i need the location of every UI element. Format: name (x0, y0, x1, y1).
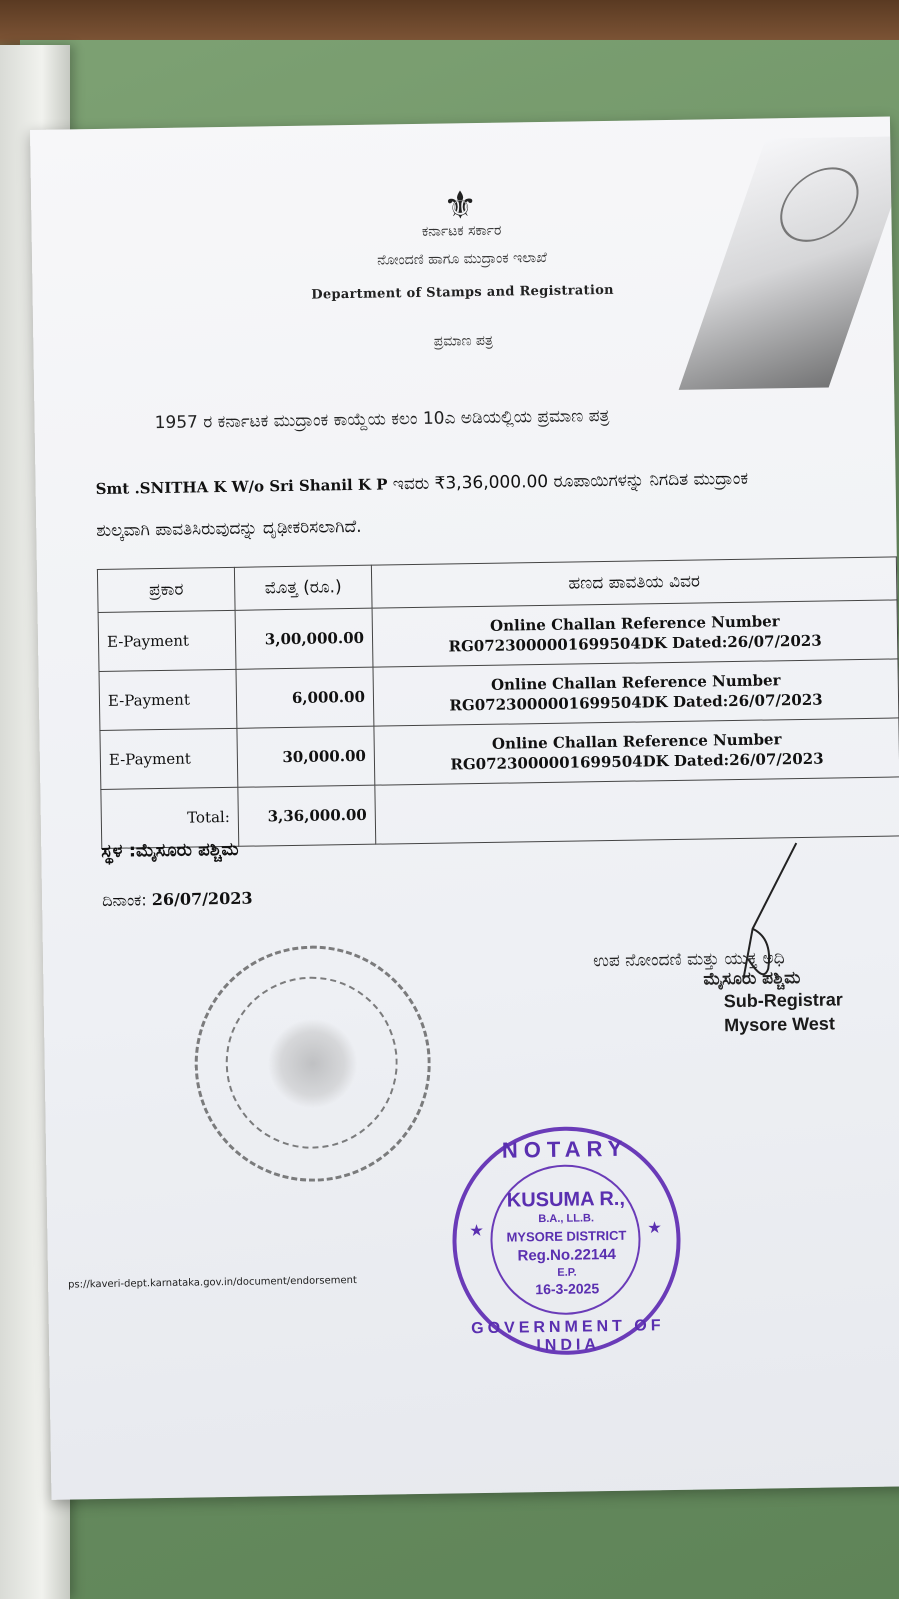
row-amount: 30,000.00 (237, 726, 375, 787)
row-details-line1: Online Challan Reference Number (491, 730, 782, 753)
date-line (102, 889, 253, 911)
header-amount: ಮೊತ್ತ (ರೂ.) (234, 565, 372, 610)
body-line-2: ಶುಲ್ಕವಾಗಿ ಪಾವತಿಸಿರುವುದನ್ನು ದೃಢೀಕರಿಸಲಾಗಿದೆ. (96, 516, 362, 542)
row-details (373, 659, 899, 726)
place-line: ಸ್ಥಳ :ಮೈಸೂರು ಪಶ್ಚಿಮ (101, 838, 239, 862)
endorsement-url: ps://kaveri-dept.karnataka.gov.in/document/endorsement (68, 1275, 357, 1291)
certificate-paper (30, 116, 899, 1499)
row-type: E-Payment (98, 610, 236, 671)
star-icon: ★ (470, 1222, 484, 1239)
signatory-place-english: Mysore West (723, 1013, 836, 1036)
row-amount: 6,000.00 (236, 667, 374, 728)
row-type: E-Payment (99, 669, 237, 730)
payment-table (97, 556, 899, 849)
row-details-line1: Online Challan Reference Number (489, 612, 780, 635)
total-amount: 3,36,000.00 (238, 785, 376, 846)
notary-bottom-text: GOVERNMENT OF INDIA (471, 1317, 665, 1355)
row-details-line1: Online Challan Reference Number (490, 671, 781, 694)
signatory-title-english: Sub-Registrar (723, 989, 843, 1012)
office-seal (193, 944, 433, 1184)
date-value: 26/07/2023 (151, 888, 253, 910)
notary-top-text: NOTARY (501, 1135, 629, 1163)
notary-reg-no: Reg.No.22144 (517, 1245, 617, 1265)
signatory-block (593, 946, 899, 1039)
row-details-line2: RG0723000001699504DK Dated:26/07/2023 (449, 690, 823, 715)
body-line-1-rest: ಇವರು ₹3,36,000.00 ರೂಪಾಯಿಗಳನ್ನು ನಿಗದಿತ ಮುದ್ರಾಂಕ (387, 468, 749, 495)
row-amount: 3,00,000.00 (235, 608, 373, 669)
star-icon: ★ (648, 1219, 662, 1236)
total-label: Total: (101, 787, 239, 848)
row-details-line2: RG0723000001699504DK Dated:26/07/2023 (448, 631, 822, 656)
row-type: E-Payment (100, 728, 238, 789)
total-empty-cell (375, 777, 899, 844)
notary-name: KUSUMA R., (506, 1187, 626, 1212)
header-type: ಪ್ರಕಾರ (97, 567, 235, 612)
signatory-place-kannada: ಮೈಸೂರು ಪಶ್ಚಿಮ (703, 968, 801, 990)
payer-name: Smt .SNITHA K W/o Sri Shanil K P (95, 475, 388, 499)
row-details (374, 718, 899, 785)
date-label: ದಿನಾಂಕ: (101, 890, 147, 910)
row-details-line2: RG0723000001699504DK Dated:26/07/2023 (450, 749, 824, 774)
certificate-title-kannada: ಪ್ರಮಾಣ ಪತ್ರ (433, 332, 494, 350)
certificate-section-line: 1957 ರ ಕರ್ನಾಟಕ ಮುದ್ರಾಂಕ ಕಾಯ್ದೆಯ ಕಲಂ 10ಎ ಅಡಿಯಲ್ಲಿಯ ಪ್ರಮಾಣ ಪತ್ರ (154, 405, 610, 434)
notary-degree: B.A., LL.B. (538, 1212, 595, 1226)
karnataka-emblem-icon: ⚜ (442, 182, 478, 228)
row-details (372, 600, 898, 667)
notary-expiry: 16-3-2025 (535, 1280, 600, 1298)
dept-title-english: Department of Stamps and Registration (311, 282, 614, 303)
notary-stamp (451, 1125, 683, 1357)
body-line-1 (95, 466, 895, 499)
notary-ep: E.P. (557, 1266, 577, 1279)
dept-title-kannada: ನೋಂದಣಿ ಹಾಗೂ ಮುದ್ರಾಂಕ ಇಲಾಖೆ (377, 249, 548, 269)
notary-district: MYSORE DISTRICT (506, 1227, 627, 1245)
signatory-title-kannada: ಉಪ ನೋಂದಣಿ ಮತ್ತು ಯುಕ್ತ ಅಧಿ (592, 948, 785, 972)
header-details: ಹಣದ ಪಾವತಿಯ ವಿವರ (371, 557, 897, 608)
govt-title-kannada: ಕರ್ನಾಟಕ ಸರ್ಕಾರ (421, 222, 502, 240)
